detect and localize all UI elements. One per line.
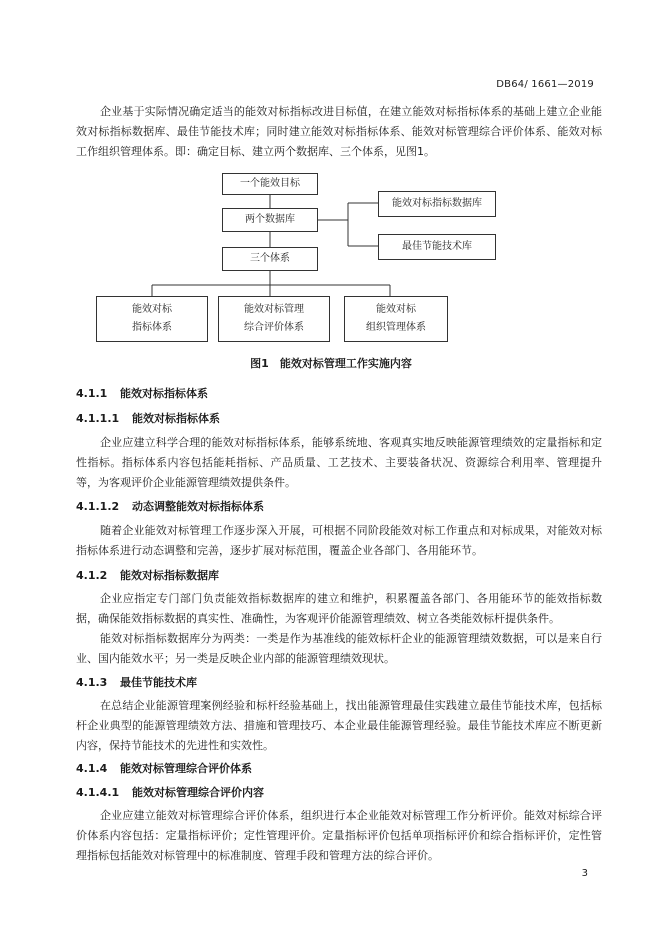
indicator-system-box: 能效对标 指标体系 [96, 296, 208, 342]
goal-box: 一个能效目标 [222, 173, 318, 195]
section-heading-4-1-4-1: 4.1.4.1 能效对标管理综合评价内容 [76, 786, 264, 799]
section-4-1-2-text-2: 能效对标指标数据库分为两类：一类是作为基准线的能效标杆企业的能源管理绩效数据，可以是来自行业、国内能效水平；另一类是反映企业内部的能源管理绩效现状。 [76, 632, 602, 665]
evaluation-system-box: 能效对标管理 综合评价体系 [218, 296, 330, 342]
section-heading-4-1-2: 4.1.2 能效对标指标数据库 [76, 569, 219, 582]
document-code: DB64/ 1661—2019 [496, 79, 594, 90]
organization-system-box: 能效对标 组织管理体系 [344, 296, 448, 342]
section-heading-4-1-1-1: 4.1.1.1 能效对标指标体系 [76, 412, 220, 425]
section-4-1-1-2-text: 随着企业能效对标管理工作逐步深入开展，可根据不同阶段能效对标工作重点和对标成果，对能效对标指标体系进行动态调整和完善，逐步扩展对标范围，覆盖企业各部门、各用能环节。 [76, 524, 602, 557]
intro-paragraph: 企业基于实际情况确定适当的能效对标指标改进目标值，在建立能效对标指标体系的基础上建立企业能效对标指标数据库、最佳节能技术库；同时建立能效对标指标体系、能效对标管理综合评价体系、能效对标工作组织管理体系。即：确定目标、建立两个数据库、三个体系，见图1。 [76, 105, 602, 158]
section-4-1-4-1-text: 企业应建立能效对标管理综合评价体系，组织进行本企业能效对标管理工作分析评价。能效对标综合评价体系内容包括：定量指标评价；定性管理评价。定量指标评价包括单项指标评价和综合指标评价，定性管理指标包括能效对标管理中的标准制度、管理手段和管理方法的综合评价。 [76, 809, 602, 862]
best-technology-library-box: 最佳节能技术库 [378, 234, 496, 260]
diagram-connectors [0, 0, 662, 360]
indicator-database-box: 能效对标指标数据库 [378, 191, 496, 217]
figure-diagram [0, 0, 662, 360]
two-databases-box: 两个数据库 [222, 208, 318, 232]
three-systems-box: 三个体系 [222, 247, 318, 271]
section-heading-4-1-4: 4.1.4 能效对标管理综合评价体系 [76, 762, 252, 775]
figure-caption: 图1 能效对标管理工作实施内容 [250, 357, 412, 370]
page-number: 3 [581, 868, 588, 879]
section-4-1-3-text: 在总结企业能源管理案例经验和标杆经验基础上，找出能源管理最佳实践建立最佳节能技术库，包括标杆企业典型的能源管理绩效方法、措施和管理技巧、本企业最佳能源管理经验。最佳节能技术库应不断更新内容，保持节能技术的先进性和实效性。 [76, 699, 602, 752]
section-4-1-1-1-text: 企业应建立科学合理的能效对标指标体系，能够系统地、客观真实地反映能源管理绩效的定量指标和定性指标。指标体系内容包括能耗指标、产品质量、工艺技术、主要装备状况、资源综合利用率、管理提升等，为客观评价企业能源管理绩效提供条件。 [76, 436, 602, 489]
section-4-1-2-text-1: 企业应指定专门部门负责能效指标数据库的建立和维护，积累覆盖各部门、各用能环节的能效指标数据，确保能效指标数据的真实性、准确性，为客观评价能源管理绩效、树立各类能效标杆提供条件。 [76, 592, 602, 625]
section-heading-4-1-1: 4.1.1 能效对标指标体系 [76, 387, 208, 400]
section-heading-4-1-1-2: 4.1.1.2 动态调整能效对标指标体系 [76, 500, 264, 513]
section-heading-4-1-3: 4.1.3 最佳节能技术库 [76, 676, 197, 689]
